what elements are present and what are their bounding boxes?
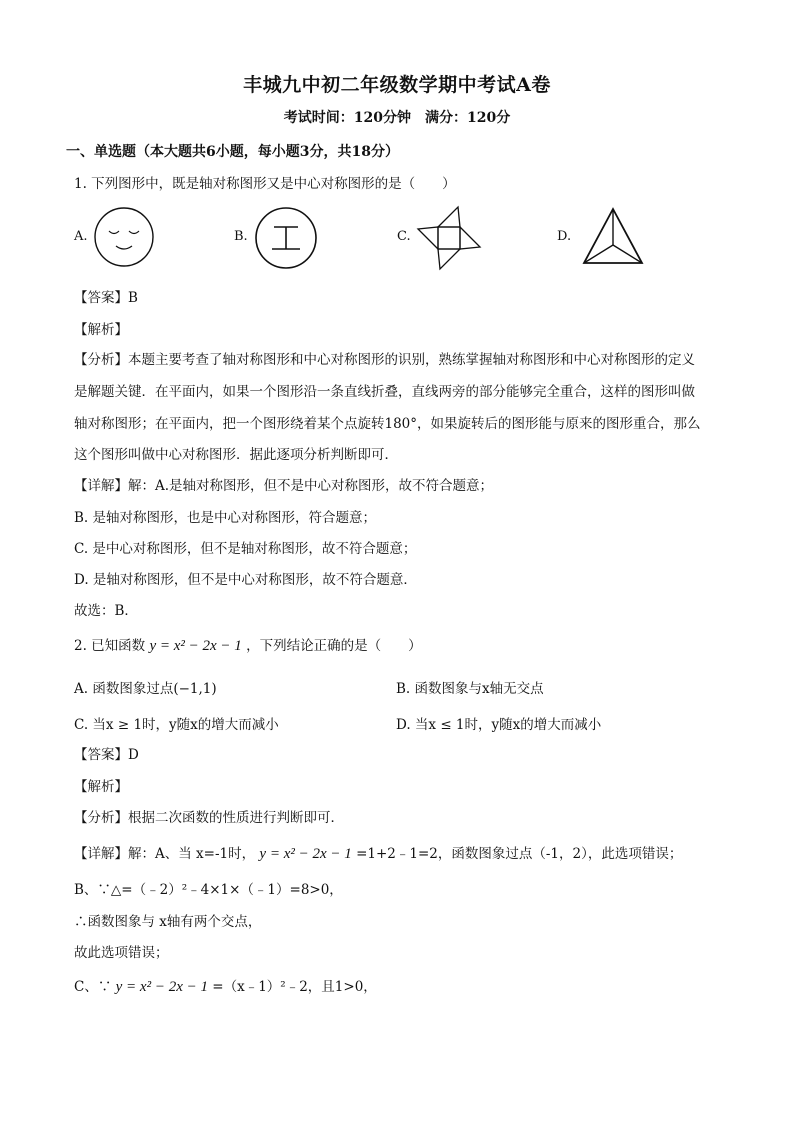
- q2-detail-a: [74, 842, 682, 863]
- q2-option-d: D. 当x ≤ 1时，y随x的增大而减小: [396, 717, 602, 733]
- q1-answer: 【答案】B: [74, 290, 138, 306]
- q2-detail-c-suffix: =（x﹣1）²﹣2，且1>0，: [212, 979, 377, 995]
- q2-detail-c-prefix: C、∵: [74, 979, 112, 995]
- q2-analysis: 【分析】根据二次函数的性质进行判断即可．: [74, 810, 344, 826]
- q1-analysis-line: 这个图形叫做中心对称图形．据此逐项分析判断即可．: [74, 447, 398, 463]
- q1-analysis-line: 是解题关键．在平面内，如果一个图形沿一条直线折叠，直线两旁的部分能够完全重合，这样的图形叫做: [74, 384, 695, 400]
- q2-stem-prefix: 2. 已知函数: [74, 638, 146, 654]
- option-d-figure: [582, 207, 644, 265]
- q1-analysis-line: 轴对称图形；在平面内，把一个图形绕着某个点旋转180°，如果旋转后的图形能与原来的图形重合，那么: [74, 416, 701, 432]
- section-title: 一、单选题（本大题共6小题，每小题3分，共18分）: [66, 144, 399, 160]
- q1-analysis-line: 【分析】本题主要考查了轴对称图形和中心对称图形的识别，熟练掌握轴对称图形和中心对称图形的定义: [74, 352, 695, 368]
- q2-detail-c-formula: y = x² − 2x − 1: [115, 979, 208, 995]
- exam-info: 考试时间：120分钟 满分：120分: [283, 110, 511, 126]
- question-1-stem: 1. 下列图形中，既是轴对称图形又是中心对称图形的是（ ）: [74, 176, 456, 192]
- q2-analysis-label: 【解析】: [74, 779, 128, 795]
- question-2-stem: [74, 634, 422, 655]
- q2-detail-a-prefix: 【详解】解：A、当 x=-1时，: [74, 846, 256, 862]
- q2-answer: 【答案】D: [74, 747, 139, 763]
- option-a-figure: [93, 206, 155, 268]
- option-c-figure: [418, 207, 482, 269]
- q2-option-a: A. 函数图象过点(−1,1): [74, 681, 217, 697]
- q1-detail-line: C. 是中心对称图形，但不是轴对称图形，故不符合题意；: [74, 541, 417, 557]
- q2-stem-suffix: ，下列结论正确的是（ ）: [246, 638, 422, 654]
- option-b-figure: [254, 206, 318, 270]
- page-title: 丰城九中初二年级数学期中考试A卷: [243, 74, 551, 96]
- q2-detail-b2: ∴函数图象与 x轴有两个交点，: [74, 914, 262, 930]
- q2-detail-b1: B、∵△=（﹣2）²﹣4×1×（﹣1）=8>0，: [74, 882, 343, 898]
- option-d-label: D.: [557, 229, 572, 244]
- q1-detail-line: 【详解】解：A.是轴对称图形，但不是中心对称图形，故不符合题意；: [74, 478, 494, 494]
- q1-conclusion: 故选：B．: [74, 603, 138, 619]
- q2-option-c: C. 当x ≥ 1时，y随x的增大而减小: [74, 717, 279, 733]
- q2-detail-a-suffix: =1+2﹣1=2，函数图象过点（-1，2），此选项错误；: [356, 846, 683, 862]
- option-a-label: A.: [74, 229, 88, 244]
- q2-detail-c: [74, 975, 377, 996]
- option-c-label: C.: [397, 229, 411, 244]
- q2-detail-a-formula: y = x² − 2x − 1: [259, 846, 352, 862]
- q2-formula: y = x² − 2x − 1: [149, 638, 242, 654]
- q2-detail-b3: 故此选项错误；: [74, 945, 169, 961]
- q1-analysis-label: 【解析】: [74, 322, 128, 338]
- q1-detail-line: B. 是轴对称图形，也是中心对称图形，符合题意；: [74, 510, 377, 526]
- q2-option-b: B. 函数图象与x轴无交点: [396, 681, 544, 697]
- q1-detail-line: D. 是轴对称图形，但不是中心对称图形，故不符合题意．: [74, 572, 417, 588]
- option-b-label: B.: [234, 229, 248, 244]
